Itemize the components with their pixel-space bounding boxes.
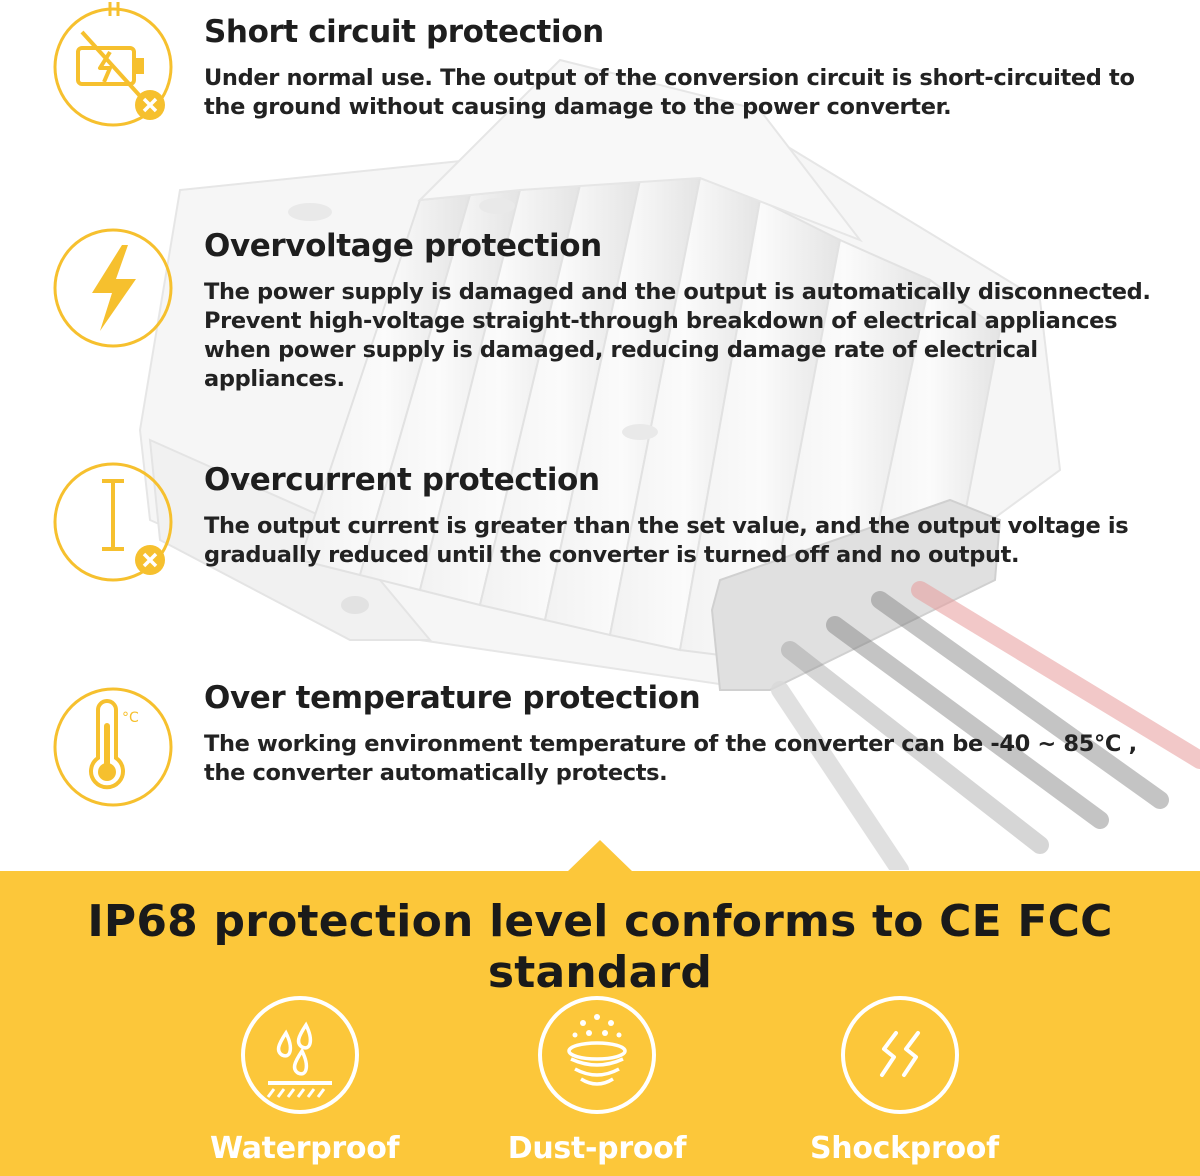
shock-lines-icon: [838, 993, 962, 1117]
badge-label: Shockproof: [810, 1131, 999, 1166]
badge-shockproof: [810, 993, 999, 1166]
band-pointer: [566, 840, 634, 873]
badge-dust-proof: [507, 993, 687, 1166]
feature-description: The output current is greater than the set value, and the output voltage is gradually reduced until the converter is turned off and no output.: [204, 513, 1129, 568]
badge-label: Waterproof: [210, 1131, 400, 1166]
lightning-bolt-icon: [48, 223, 178, 353]
band-title: IP68 protection level conforms to CE FCC standard: [87, 896, 1113, 998]
water-drops-icon: [238, 993, 362, 1117]
feature-description: The power supply is damaged and the output is automatically disconnected. Prevent high-voltage straight-through breakdown of electrical appliances when power supply is damaged, reducing damage rate of electrical appliances.: [204, 279, 1151, 392]
current-symbol-icon: [48, 457, 178, 587]
feature-description: The working environment temperature of the converter can be -40 ~ 85°C , the converter automatically protects.: [204, 731, 1137, 786]
feature-title: Short circuit protection: [204, 14, 604, 50]
feature-title: Overcurrent protection: [204, 462, 600, 498]
thermometer-icon: [48, 682, 178, 812]
badge-label: Dust-proof: [507, 1131, 687, 1166]
feature-title: Overvoltage protection: [204, 228, 602, 264]
thermometer-unit: °C: [122, 710, 139, 726]
badge-waterproof: [210, 993, 400, 1166]
battery-short-circuit-icon: [48, 2, 178, 132]
dust-bowl-icon: [535, 993, 659, 1117]
feature-description: Under normal use. The output of the conversion circuit is short-circuited to the ground without causing damage to the power converter.: [204, 65, 1135, 120]
feature-title: Over temperature protection: [204, 680, 701, 716]
